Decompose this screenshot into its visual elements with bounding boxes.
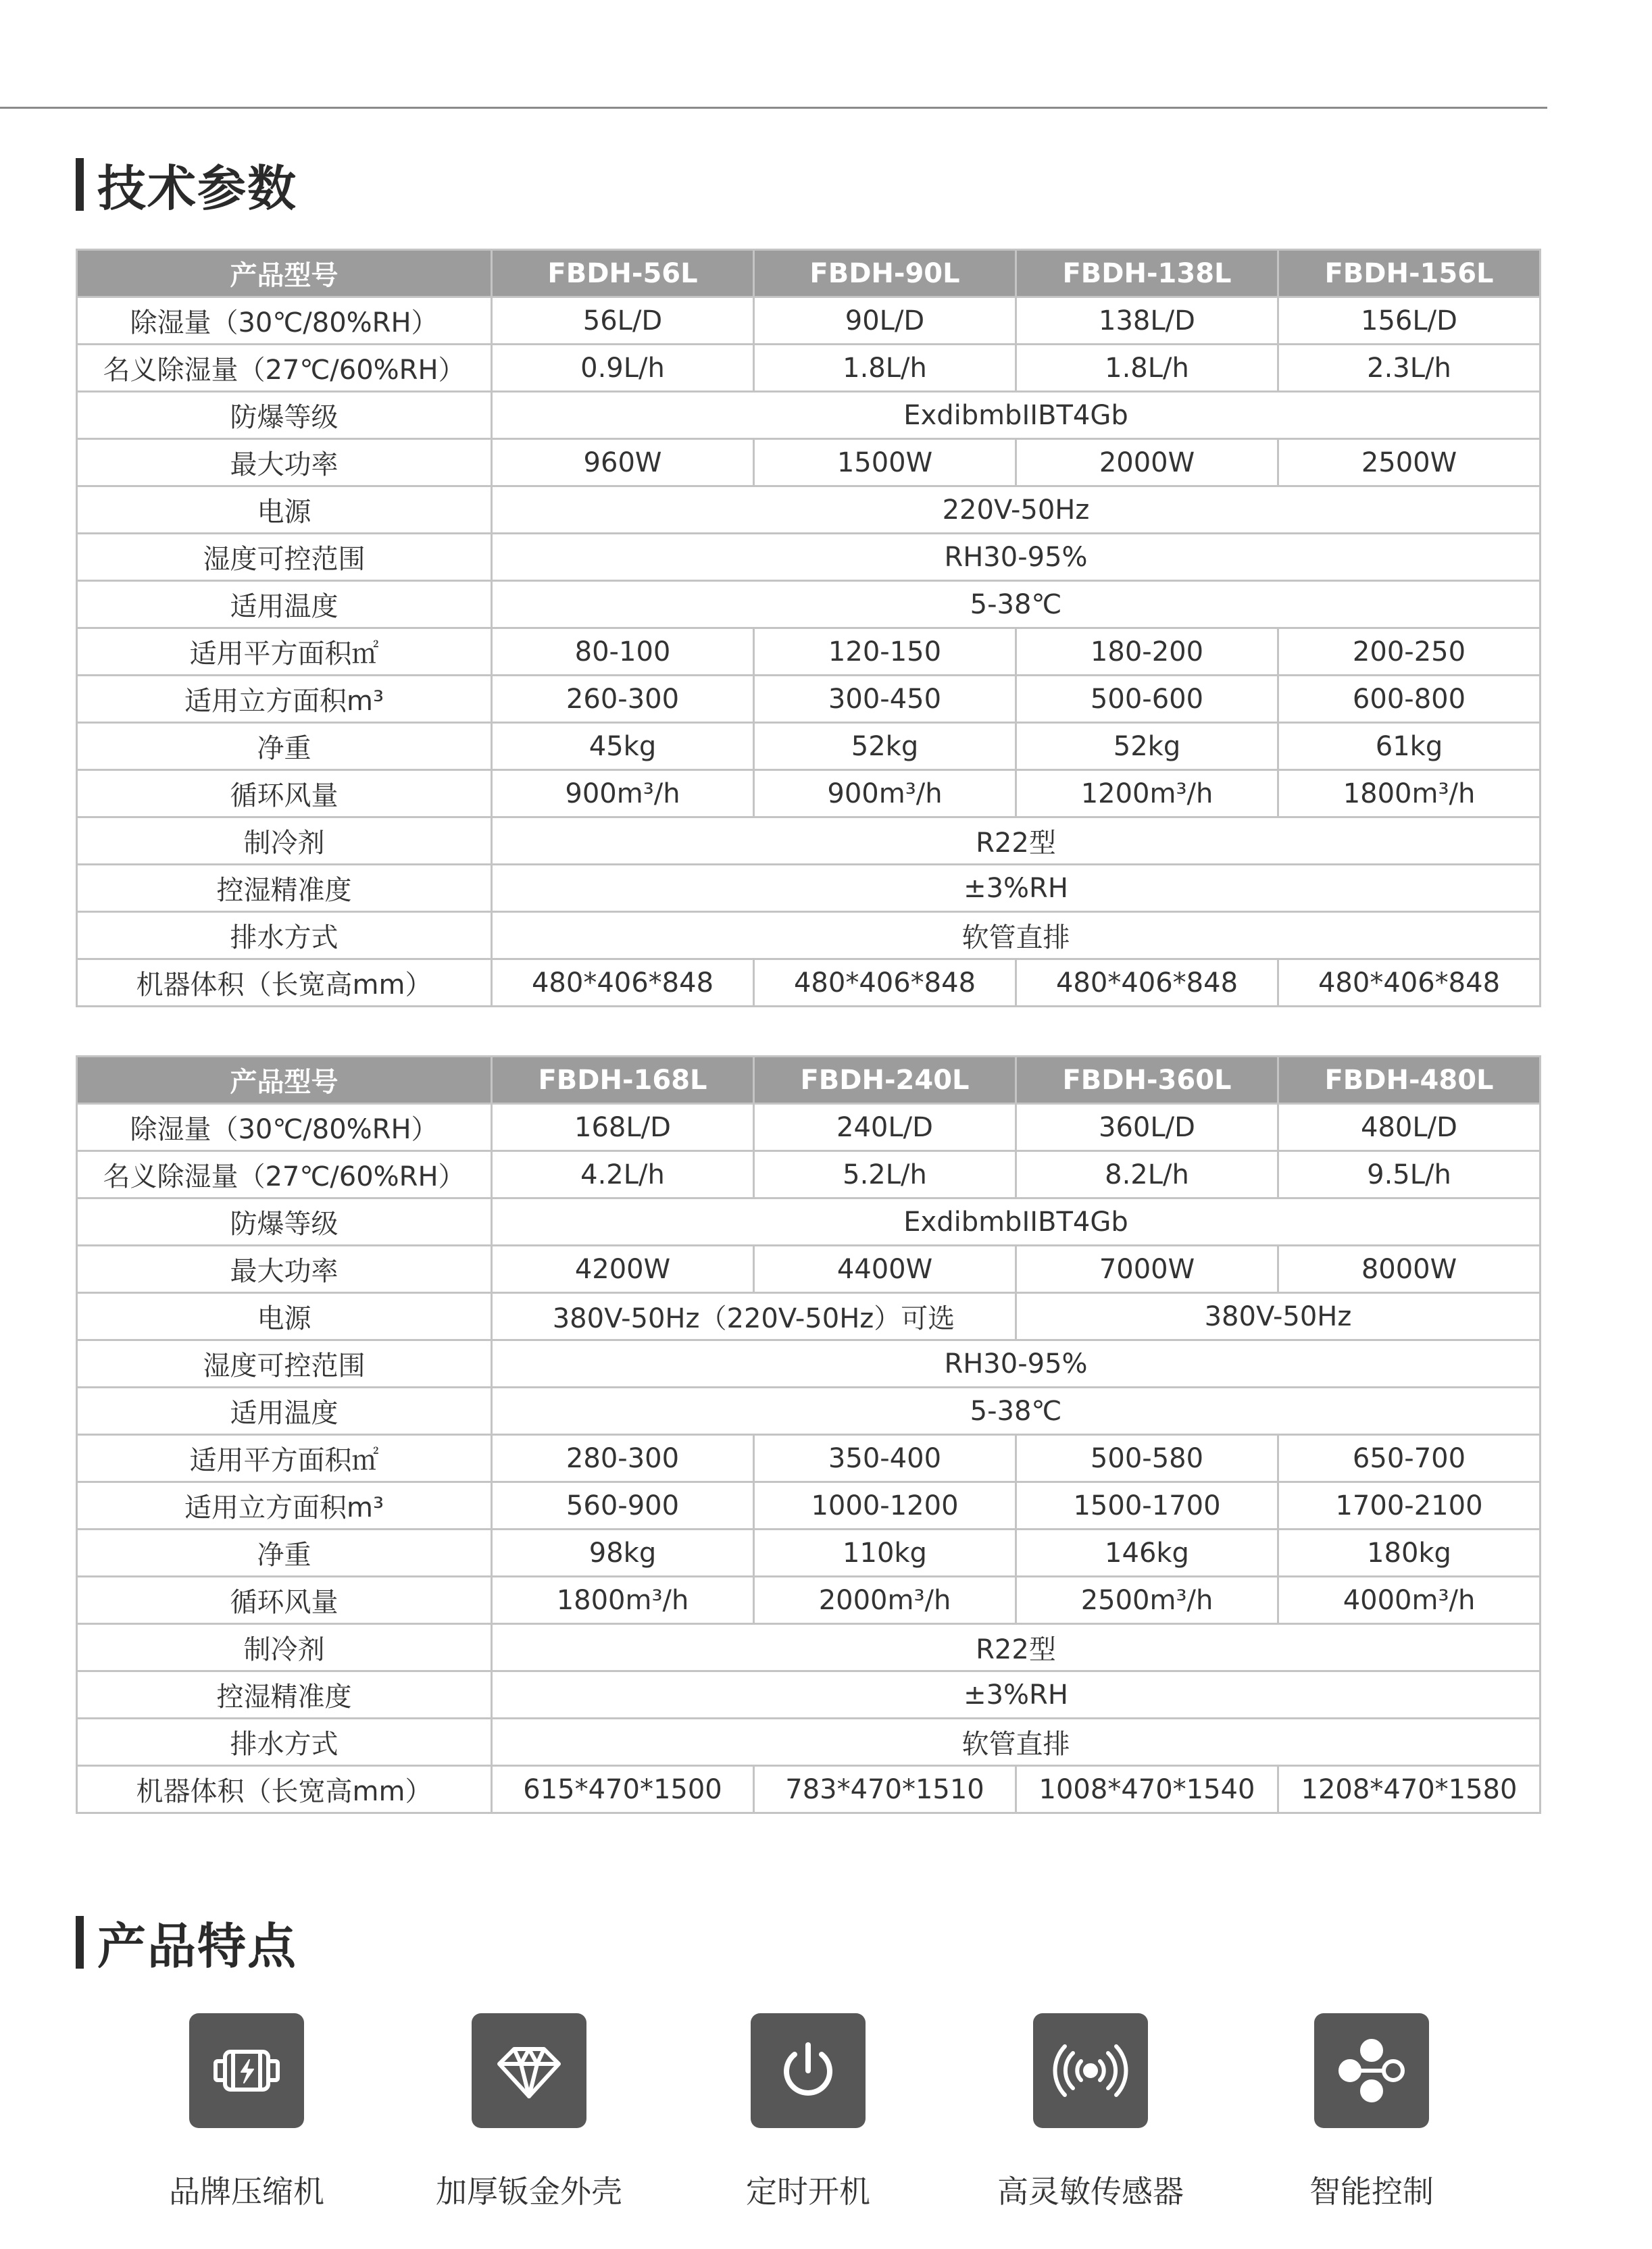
value-cell: 500-580 bbox=[1016, 1435, 1278, 1482]
section-title-text: 产品特点 bbox=[97, 1918, 298, 1975]
value-cell: 1800m³/h bbox=[492, 1577, 754, 1624]
value-cell: 615*470*1500 bbox=[492, 1766, 754, 1813]
table-row bbox=[77, 1624, 1541, 1671]
value-cell: 156L/D bbox=[1278, 297, 1541, 345]
row-label-cell: 制冷剂 bbox=[77, 1624, 492, 1671]
table-row bbox=[77, 1104, 1541, 1151]
value-cell: 0.9L/h bbox=[492, 345, 754, 392]
top-divider bbox=[0, 107, 1547, 109]
value-cell: 1700-2100 bbox=[1278, 1482, 1541, 1530]
row-label-cell: 循环风量 bbox=[77, 770, 492, 817]
title-bar bbox=[76, 1916, 84, 1969]
diamond-icon bbox=[472, 2013, 586, 2128]
value-cell: 120-150 bbox=[754, 628, 1016, 676]
value-cell: 480*406*848 bbox=[754, 959, 1016, 1007]
table-row bbox=[77, 1388, 1541, 1435]
value-cell: 240L/D bbox=[754, 1104, 1016, 1151]
value-cell: R22型 bbox=[492, 817, 1541, 865]
row-label-cell: 最大功率 bbox=[77, 1246, 492, 1293]
row-label-cell: 排水方式 bbox=[77, 912, 492, 959]
value-cell: RH30-95% bbox=[492, 1340, 1541, 1388]
table-row bbox=[77, 1435, 1541, 1482]
value-cell: 480L/D bbox=[1278, 1104, 1541, 1151]
row-label-cell: 除湿量（30℃/80%RH） bbox=[77, 1104, 492, 1151]
row-label-cell: 电源 bbox=[77, 486, 492, 534]
feature-label: 定时开机 bbox=[746, 2173, 870, 2210]
row-label-cell: 除湿量（30℃/80%RH） bbox=[77, 297, 492, 345]
value-cell: 4000m³/h bbox=[1278, 1577, 1541, 1624]
row-label-cell: 最大功率 bbox=[77, 439, 492, 486]
value-cell: 180kg bbox=[1278, 1530, 1541, 1577]
value-cell: ±3%RH bbox=[492, 1671, 1541, 1719]
value-cell: 480*406*848 bbox=[492, 959, 754, 1007]
value-cell: 1.8L/h bbox=[1016, 345, 1278, 392]
table-row bbox=[77, 486, 1541, 534]
feature-label: 智能控制 bbox=[1309, 2173, 1434, 2210]
value-cell: 2000W bbox=[1016, 439, 1278, 486]
header-cell: FBDH-138L bbox=[1016, 250, 1278, 297]
value-cell: ExdibmbIIBT4Gb bbox=[492, 1198, 1541, 1246]
value-cell: 138L/D bbox=[1016, 297, 1278, 345]
table-row bbox=[77, 1246, 1541, 1293]
section-title-specs bbox=[76, 154, 297, 215]
row-label-cell: 适用立方面积m³ bbox=[77, 1482, 492, 1530]
power-icon bbox=[751, 2013, 866, 2128]
table-row bbox=[77, 581, 1541, 628]
value-cell: 280-300 bbox=[492, 1435, 754, 1482]
value-cell: 5-38℃ bbox=[492, 1388, 1541, 1435]
header-cell: FBDH-240L bbox=[754, 1057, 1016, 1104]
table-row bbox=[77, 959, 1541, 1007]
value-cell: 350-400 bbox=[754, 1435, 1016, 1482]
value-cell: 380V-50Hz（220V-50Hz）可选 bbox=[492, 1293, 1016, 1340]
sensor-icon bbox=[1033, 2013, 1148, 2128]
value-cell: 480*406*848 bbox=[1278, 959, 1541, 1007]
row-label-cell: 机器体积（长宽高mm） bbox=[77, 959, 492, 1007]
value-cell: 2.3L/h bbox=[1278, 345, 1541, 392]
value-cell: 260-300 bbox=[492, 676, 754, 723]
feature-label: 加厚钣金外壳 bbox=[436, 2173, 622, 2210]
row-label-cell: 电源 bbox=[77, 1293, 492, 1340]
value-cell: 45kg bbox=[492, 723, 754, 770]
table-row bbox=[77, 1482, 1541, 1530]
value-cell: R22型 bbox=[492, 1624, 1541, 1671]
row-label-cell: 名义除湿量（27℃/60%RH） bbox=[77, 1151, 492, 1198]
table-row bbox=[77, 1719, 1541, 1766]
row-label-cell: 适用温度 bbox=[77, 581, 492, 628]
value-cell: 1800m³/h bbox=[1278, 770, 1541, 817]
table-row bbox=[77, 392, 1541, 439]
table-row bbox=[77, 345, 1541, 392]
table-row bbox=[77, 534, 1541, 581]
value-cell: 56L/D bbox=[492, 297, 754, 345]
value-cell: 500-600 bbox=[1016, 676, 1278, 723]
table-row bbox=[77, 912, 1541, 959]
value-cell: 1500W bbox=[754, 439, 1016, 486]
table-row bbox=[77, 1151, 1541, 1198]
header-cell: 产品型号 bbox=[77, 1057, 492, 1104]
value-cell: 52kg bbox=[754, 723, 1016, 770]
value-cell: 1.8L/h bbox=[754, 345, 1016, 392]
row-label-cell: 净重 bbox=[77, 723, 492, 770]
header-cell: FBDH-56L bbox=[492, 250, 754, 297]
value-cell: 5.2L/h bbox=[754, 1151, 1016, 1198]
feature-item bbox=[969, 2013, 1212, 2212]
value-cell: 8.2L/h bbox=[1016, 1151, 1278, 1198]
value-cell: 168L/D bbox=[492, 1104, 754, 1151]
row-label-cell: 湿度可控范围 bbox=[77, 1340, 492, 1388]
table-row bbox=[77, 676, 1541, 723]
value-cell: 4200W bbox=[492, 1246, 754, 1293]
table-row bbox=[77, 1671, 1541, 1719]
row-label-cell: 机器体积（长宽高mm） bbox=[77, 1766, 492, 1813]
compressor-icon bbox=[189, 2013, 304, 2128]
row-label-cell: 防爆等级 bbox=[77, 1198, 492, 1246]
row-label-cell: 名义除湿量（27℃/60%RH） bbox=[77, 345, 492, 392]
header-cell: FBDH-168L bbox=[492, 1057, 754, 1104]
value-cell: 900m³/h bbox=[754, 770, 1016, 817]
value-cell: 4.2L/h bbox=[492, 1151, 754, 1198]
value-cell: 560-900 bbox=[492, 1482, 754, 1530]
table-row bbox=[77, 817, 1541, 865]
header-cell: FBDH-360L bbox=[1016, 1057, 1278, 1104]
value-cell: 360L/D bbox=[1016, 1104, 1278, 1151]
value-cell: ±3%RH bbox=[492, 865, 1541, 912]
row-label-cell: 循环风量 bbox=[77, 1577, 492, 1624]
value-cell: 783*470*1510 bbox=[754, 1766, 1016, 1813]
value-cell: 480*406*848 bbox=[1016, 959, 1278, 1007]
value-cell: 1500-1700 bbox=[1016, 1482, 1278, 1530]
row-label-cell: 净重 bbox=[77, 1530, 492, 1577]
value-cell: 7000W bbox=[1016, 1246, 1278, 1293]
row-label-cell: 适用平方面积㎡ bbox=[77, 628, 492, 676]
value-cell: 1200m³/h bbox=[1016, 770, 1278, 817]
row-label-cell: 适用平方面积㎡ bbox=[77, 1435, 492, 1482]
header-cell: FBDH-90L bbox=[754, 250, 1016, 297]
value-cell: 600-800 bbox=[1278, 676, 1541, 723]
table-row bbox=[77, 297, 1541, 345]
value-cell: 380V-50Hz bbox=[1016, 1293, 1541, 1340]
table-row bbox=[77, 1530, 1541, 1577]
value-cell: 110kg bbox=[754, 1530, 1016, 1577]
feature-item bbox=[1250, 2013, 1493, 2212]
feature-label: 品牌压缩机 bbox=[169, 2173, 324, 2210]
spec-table-2 bbox=[76, 1055, 1541, 1814]
value-cell: 2000m³/h bbox=[754, 1577, 1016, 1624]
table-row bbox=[77, 1293, 1541, 1340]
table-row bbox=[77, 1766, 1541, 1813]
smart-control-icon bbox=[1314, 2013, 1429, 2128]
row-label-cell: 防爆等级 bbox=[77, 392, 492, 439]
value-cell: 软管直排 bbox=[492, 1719, 1541, 1766]
value-cell: 80-100 bbox=[492, 628, 754, 676]
value-cell: 220V-50Hz bbox=[492, 486, 1541, 534]
value-cell: 4400W bbox=[754, 1246, 1016, 1293]
feature-item bbox=[125, 2013, 368, 2212]
row-label-cell: 排水方式 bbox=[77, 1719, 492, 1766]
section-title-features bbox=[76, 1912, 297, 1973]
table-row bbox=[77, 1577, 1541, 1624]
value-cell: 1208*470*1580 bbox=[1278, 1766, 1541, 1813]
spec-table-1 bbox=[76, 249, 1541, 1007]
value-cell: 2500m³/h bbox=[1016, 1577, 1278, 1624]
value-cell: 180-200 bbox=[1016, 628, 1278, 676]
table-header-row bbox=[77, 1057, 1541, 1104]
section-title-text: 技术参数 bbox=[97, 160, 298, 217]
table-row bbox=[77, 1340, 1541, 1388]
value-cell: 软管直排 bbox=[492, 912, 1541, 959]
value-cell: 300-450 bbox=[754, 676, 1016, 723]
value-cell: 5-38℃ bbox=[492, 581, 1541, 628]
value-cell: 1000-1200 bbox=[754, 1482, 1016, 1530]
value-cell: 960W bbox=[492, 439, 754, 486]
value-cell: 9.5L/h bbox=[1278, 1151, 1541, 1198]
value-cell: ExdibmbIIBT4Gb bbox=[492, 392, 1541, 439]
value-cell: 52kg bbox=[1016, 723, 1278, 770]
value-cell: 200-250 bbox=[1278, 628, 1541, 676]
value-cell: RH30-95% bbox=[492, 534, 1541, 581]
feature-list bbox=[0, 2013, 1652, 2229]
row-label-cell: 制冷剂 bbox=[77, 817, 492, 865]
value-cell: 90L/D bbox=[754, 297, 1016, 345]
value-cell: 2500W bbox=[1278, 439, 1541, 486]
header-cell: 产品型号 bbox=[77, 250, 492, 297]
header-cell: FBDH-480L bbox=[1278, 1057, 1541, 1104]
table-row bbox=[77, 865, 1541, 912]
table-row bbox=[77, 770, 1541, 817]
row-label-cell: 湿度可控范围 bbox=[77, 534, 492, 581]
feature-item bbox=[407, 2013, 651, 2212]
feature-label: 高灵敏传感器 bbox=[997, 2173, 1184, 2210]
value-cell: 8000W bbox=[1278, 1246, 1541, 1293]
row-label-cell: 控湿精准度 bbox=[77, 1671, 492, 1719]
table-row bbox=[77, 628, 1541, 676]
row-label-cell: 适用温度 bbox=[77, 1388, 492, 1435]
table-row bbox=[77, 723, 1541, 770]
table-row bbox=[77, 439, 1541, 486]
value-cell: 146kg bbox=[1016, 1530, 1278, 1577]
row-label-cell: 控湿精准度 bbox=[77, 865, 492, 912]
value-cell: 61kg bbox=[1278, 723, 1541, 770]
value-cell: 900m³/h bbox=[492, 770, 754, 817]
header-cell: FBDH-156L bbox=[1278, 250, 1541, 297]
table-row bbox=[77, 1198, 1541, 1246]
feature-item bbox=[686, 2013, 930, 2212]
row-label-cell: 适用立方面积m³ bbox=[77, 676, 492, 723]
table-header-row bbox=[77, 250, 1541, 297]
value-cell: 1008*470*1540 bbox=[1016, 1766, 1278, 1813]
title-bar bbox=[76, 158, 84, 211]
value-cell: 650-700 bbox=[1278, 1435, 1541, 1482]
value-cell: 98kg bbox=[492, 1530, 754, 1577]
